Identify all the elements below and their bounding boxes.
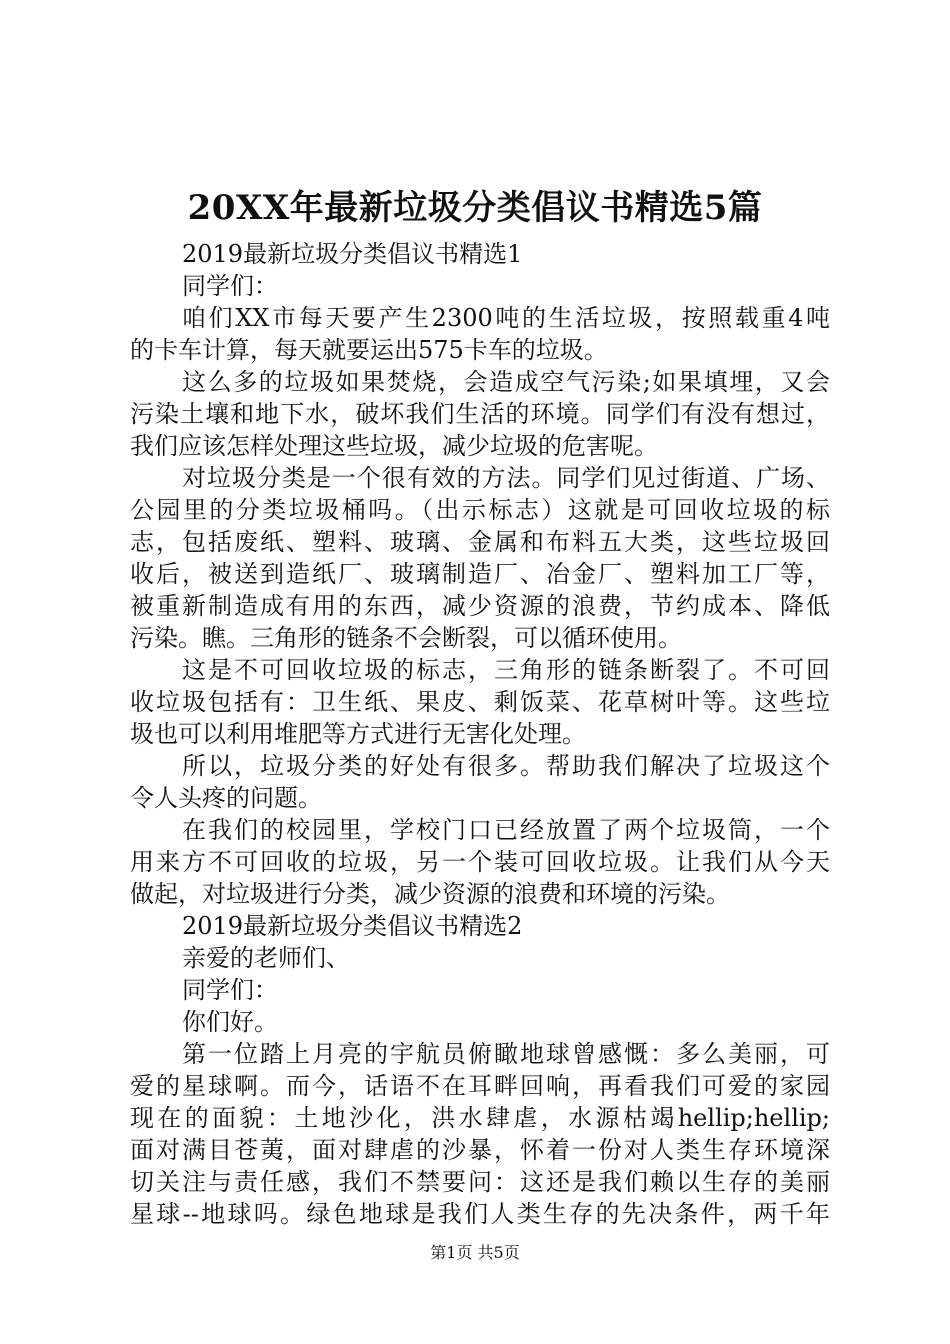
paragraph-line: 令人头疼的问题。: [130, 784, 322, 812]
section-heading: 2019最新垃圾分类倡议书精选2: [182, 912, 523, 940]
salutation: 同学们：: [182, 272, 278, 300]
salutation: 同学们：: [182, 976, 278, 1004]
paragraph-line: 在我们的校园里，学校门口已经放置了两个垃圾筒，一个: [182, 816, 830, 844]
document-title: 20XX年最新垃圾分类倡议书精选5篇: [187, 188, 763, 228]
paragraph-line: 这么多的垃圾如果焚烧，会造成空气污染;如果填埋，又会: [182, 368, 830, 396]
paragraph-line: 我们应该怎样处理这些垃圾，减少垃圾的危害呢。: [130, 432, 658, 460]
paragraph-line: 爱的星球啊。而今，话语不在耳畔回响，再看我们可爱的家园: [130, 1072, 830, 1100]
paragraph-line: 的卡车计算，每天就要运出575卡车的垃圾。: [130, 336, 608, 364]
paragraph-line: 第一位踏上月亮的宇航员俯瞰地球曾感慨：多么美丽，可: [182, 1040, 830, 1068]
page-footer: 第1页 共5页: [430, 1243, 520, 1262]
paragraph-line: 公园里的分类垃圾桶吗。（出示标志）这就是可回收垃圾的标: [130, 496, 830, 524]
paragraph-line: 切关注与责任感，我们不禁要问：这还是我们赖以生存的美丽: [130, 1168, 830, 1196]
paragraph-line: 咱们XX市每天要产生2300吨的生活垃圾，按照载重4吨: [182, 304, 830, 332]
paragraph-line: 圾也可以利用堆肥等方式进行无害化处理。: [130, 720, 586, 748]
paragraph-line: 被重新制造成有用的东西，减少资源的浪费，节约成本、降低: [130, 592, 830, 620]
paragraph-line: 做起，对垃圾进行分类，减少资源的浪费和环境的污染。: [130, 880, 730, 908]
salutation: 亲爱的老师们、: [182, 944, 350, 972]
paragraph-line: 对垃圾分类是一个很有效的方法。同学们见过街道、广场、: [182, 464, 830, 492]
paragraph-line: 星球--地球吗。绿色地球是我们人类生存的先决条件，两千年: [130, 1200, 830, 1228]
paragraph-line: 现在的面貌：土地沙化，洪水肆虐，水源枯竭hellip;hellip;: [130, 1104, 830, 1132]
paragraph-line: 污染土壤和地下水，破坏我们生活的环境。同学们有没有想过，: [130, 400, 830, 428]
paragraph-line: 所以，垃圾分类的好处有很多。帮助我们解决了垃圾这个: [182, 752, 830, 780]
paragraph-line: 收后，被送到造纸厂、玻璃制造厂、冶金厂、塑料加工厂等，: [130, 560, 830, 588]
document-body: [130, 238, 830, 1230]
greeting: 你们好。: [182, 1008, 278, 1036]
paragraph-line: 污染。瞧。三角形的链条不会断裂，可以循环使用。: [130, 624, 682, 652]
paragraph-line: 用来方不可回收的垃圾，另一个装可回收垃圾。让我们从今天: [130, 848, 830, 876]
paragraph-line: 收垃圾包括有：卫生纸、果皮、剩饭菜、花草树叶等。这些垃: [130, 688, 830, 716]
paragraph-line: 面对满目苍荑，面对肆虐的沙暴，怀着一份对人类生存环境深: [130, 1136, 830, 1164]
paragraph-line: 这是不可回收垃圾的标志，三角形的链条断裂了。不可回: [182, 656, 830, 684]
paragraph-line: 志，包括废纸、塑料、玻璃、金属和布料五大类，这些垃圾回: [130, 528, 830, 556]
section-heading: 2019最新垃圾分类倡议书精选1: [182, 240, 523, 268]
